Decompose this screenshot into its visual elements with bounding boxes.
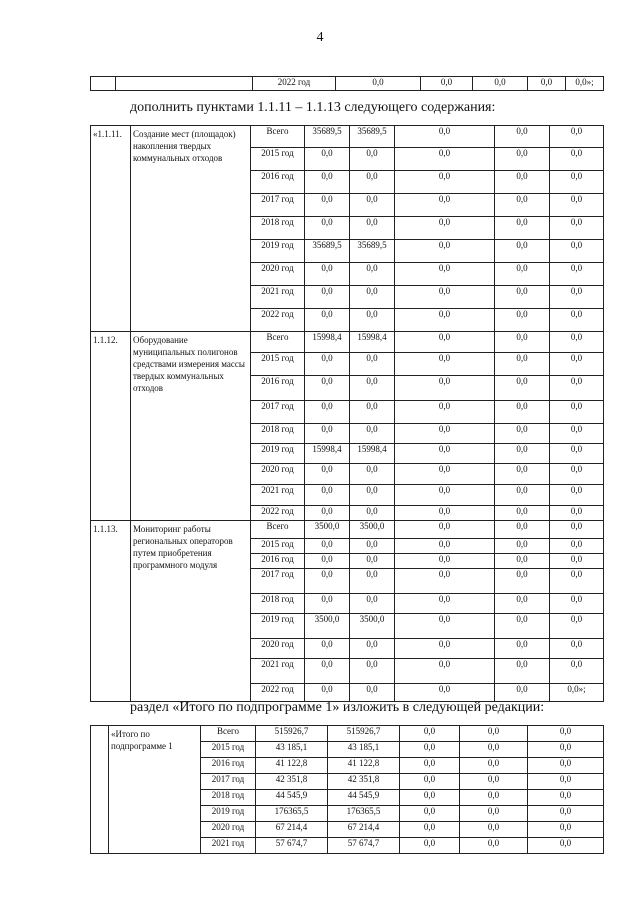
row-value: 0,0 [400, 822, 460, 838]
row-value: 0,0 [395, 485, 495, 506]
row-value: 176365,5 [328, 806, 400, 822]
row-value: 0,0 [495, 659, 550, 684]
row-value: 0,0 [305, 464, 350, 485]
item-code: «1.1.11. [91, 126, 131, 332]
row-value: 0,0 [528, 742, 604, 758]
row-value: 0,0 [350, 286, 395, 309]
row-value: 0,0 [395, 309, 495, 332]
row-value: 0,0 [528, 726, 604, 742]
row-value: 0,0 [495, 614, 550, 639]
row-value: 0,0 [400, 758, 460, 774]
row-value: 0,0 [495, 217, 550, 240]
row-value: 0,0 [550, 171, 604, 194]
row-value: 515926,7 [256, 726, 328, 742]
row-value: 41 122,8 [328, 758, 400, 774]
row-value: 0,0 [305, 424, 350, 444]
row-year: Всего [251, 521, 305, 539]
row-value: 0,0 [495, 148, 550, 171]
row-year: 2019 год [251, 444, 305, 464]
row-value: 0,0 [350, 485, 395, 506]
row-value: 0,0 [305, 353, 350, 376]
row-value: 0,0 [460, 822, 528, 838]
row-value: 0,0 [550, 424, 604, 444]
row-value: 0,0 [350, 353, 395, 376]
row-value: 35689,5 [305, 240, 350, 263]
row-value: 0,0 [395, 376, 495, 401]
row-value: 0,0 [495, 286, 550, 309]
row-value: 0,0»; [550, 684, 604, 702]
row-year: 2021 год [251, 659, 305, 684]
row-value: 3500,0 [305, 521, 350, 539]
row-value: 0,0 [550, 263, 604, 286]
row-value: 0,0 [395, 171, 495, 194]
row-value: 0,0 [495, 506, 550, 521]
row-value: 0,0 [460, 838, 528, 854]
row-year: 2021 год [251, 286, 305, 309]
row-year: 2019 год [251, 614, 305, 639]
row-year: 2016 год [251, 376, 305, 401]
table-row [91, 726, 604, 742]
row-value: 0,0 [305, 376, 350, 401]
row-year: 2020 год [251, 263, 305, 286]
row-year: 2017 год [201, 774, 256, 790]
row-value: 0,0 [305, 659, 350, 684]
row-value: 0,0 [528, 774, 604, 790]
row-value: 0,0 [395, 263, 495, 286]
row-value: 0,0 [550, 506, 604, 521]
row-value: 0,0 [350, 263, 395, 286]
row-value: 0,0 [550, 554, 604, 569]
row-value: 0,0 [395, 240, 495, 263]
top-row-name-cell [116, 77, 253, 91]
row-value: 35689,5 [350, 240, 395, 263]
row-value: 0,0 [460, 726, 528, 742]
row-value: 0,0 [305, 148, 350, 171]
row-year: 2015 год [251, 148, 305, 171]
row-value: 0,0 [550, 569, 604, 594]
row-value: 0,0 [350, 539, 395, 554]
row-value: 42 351,8 [328, 774, 400, 790]
row-value: 0,0 [495, 639, 550, 659]
row-value: 0,0 [495, 126, 550, 148]
item-name: Создание мест (площадок) накопления твердых коммунальных отходов [131, 126, 251, 332]
row-value: 0,0 [495, 376, 550, 401]
top-row-value: 0,0 [473, 77, 528, 91]
row-year: 2018 год [251, 217, 305, 240]
row-value: 0,0 [495, 332, 550, 353]
table-row [91, 521, 604, 539]
row-value: 0,0 [550, 376, 604, 401]
row-value: 0,0 [460, 742, 528, 758]
row-value: 0,0 [495, 539, 550, 554]
row-value: 0,0 [305, 684, 350, 702]
row-value: 0,0 [550, 309, 604, 332]
row-value: 0,0 [350, 639, 395, 659]
row-value: 67 214,4 [256, 822, 328, 838]
row-year: 2016 год [201, 758, 256, 774]
row-value: 0,0 [350, 217, 395, 240]
row-year: 2020 год [201, 822, 256, 838]
row-value: 57 674,7 [328, 838, 400, 854]
item-name: Мониторинг работы региональных операторов путем приобретения программного модуля [131, 521, 251, 702]
top-continuation-table [90, 76, 604, 91]
row-value: 0,0 [400, 774, 460, 790]
row-value: 35689,5 [305, 126, 350, 148]
top-row-code-cell [91, 77, 116, 91]
row-value: 0,0 [550, 659, 604, 684]
row-value: 0,0 [395, 506, 495, 521]
row-year: 2015 год [201, 742, 256, 758]
row-value: 0,0 [395, 594, 495, 614]
row-value: 0,0 [528, 838, 604, 854]
top-row-value: 0,0 [336, 77, 421, 91]
row-year: 2022 год [251, 506, 305, 521]
top-row-value: 0,0 [528, 77, 566, 91]
row-value: 0,0 [395, 464, 495, 485]
row-value: 15998,4 [305, 444, 350, 464]
row-value: 0,0 [495, 309, 550, 332]
row-value: 0,0 [395, 554, 495, 569]
row-value: 0,0 [305, 539, 350, 554]
row-value: 0,0 [495, 554, 550, 569]
row-value: 0,0 [495, 521, 550, 539]
row-year: 2016 год [251, 171, 305, 194]
total-table [90, 725, 604, 854]
row-value: 0,0 [550, 614, 604, 639]
row-year: Всего [201, 726, 256, 742]
row-year: 2021 год [251, 485, 305, 506]
row-value: 0,0 [350, 194, 395, 217]
row-value: 41 122,8 [256, 758, 328, 774]
row-year: Всего [251, 126, 305, 148]
row-value: 0,0 [395, 217, 495, 240]
row-value: 0,0 [550, 539, 604, 554]
row-value: 3500,0 [350, 521, 395, 539]
row-year: 2015 год [251, 353, 305, 376]
top-row-year: 2022 год [253, 77, 336, 91]
row-value: 67 214,4 [328, 822, 400, 838]
row-value: 0,0 [350, 569, 395, 594]
row-year: 2019 год [251, 240, 305, 263]
row-year: Всего [251, 332, 305, 353]
row-year: 2016 год [251, 554, 305, 569]
row-year: 2017 год [251, 569, 305, 594]
row-value: 0,0 [395, 659, 495, 684]
row-year: 2021 год [201, 838, 256, 854]
total-empty-cell [91, 726, 109, 854]
items-table [90, 125, 604, 702]
item-code: 1.1.12. [91, 332, 131, 521]
row-value: 0,0 [495, 464, 550, 485]
table-row [91, 126, 604, 148]
row-value: 0,0 [350, 171, 395, 194]
row-value: 0,0 [350, 376, 395, 401]
row-value: 0,0 [305, 263, 350, 286]
row-value: 0,0 [495, 594, 550, 614]
row-value: 0,0 [350, 554, 395, 569]
row-value: 0,0 [305, 594, 350, 614]
intro-text: дополнить пунктами 1.1.11 – 1.1.13 следующего содержания: [130, 100, 496, 115]
row-value: 0,0 [350, 401, 395, 424]
row-value: 43 185,1 [328, 742, 400, 758]
row-value: 3500,0 [350, 614, 395, 639]
row-value: 0,0 [550, 464, 604, 485]
row-value: 0,0 [395, 684, 495, 702]
row-value: 0,0 [495, 240, 550, 263]
row-year: 2017 год [251, 194, 305, 217]
top-row-value: 0,0 [421, 77, 473, 91]
row-year: 2018 год [201, 790, 256, 806]
row-value: 15998,4 [350, 332, 395, 353]
row-value: 0,0 [550, 332, 604, 353]
row-value: 0,0 [305, 485, 350, 506]
row-value: 0,0 [395, 353, 495, 376]
row-value: 0,0 [305, 554, 350, 569]
row-value: 0,0 [350, 659, 395, 684]
row-value: 15998,4 [305, 332, 350, 353]
row-value: 44 545,9 [256, 790, 328, 806]
row-value: 0,0 [395, 539, 495, 554]
row-value: 0,0 [305, 286, 350, 309]
row-value: 0,0 [495, 171, 550, 194]
row-value: 0,0 [550, 240, 604, 263]
row-year: 2015 год [251, 539, 305, 554]
row-value: 0,0 [350, 148, 395, 171]
row-value: 0,0 [550, 217, 604, 240]
row-value: 0,0 [395, 444, 495, 464]
row-value: 0,0 [350, 594, 395, 614]
row-value: 0,0 [495, 424, 550, 444]
row-value: 0,0 [528, 790, 604, 806]
row-value: 0,0 [495, 194, 550, 217]
top-row-value: 0,0»; [566, 77, 604, 91]
row-value: 0,0 [550, 286, 604, 309]
row-value: 0,0 [528, 822, 604, 838]
row-value: 0,0 [550, 353, 604, 376]
row-value: 0,0 [395, 569, 495, 594]
row-value: 0,0 [305, 171, 350, 194]
row-value: 0,0 [395, 639, 495, 659]
row-value: 0,0 [350, 464, 395, 485]
row-value: 15998,4 [350, 444, 395, 464]
row-value: 0,0 [495, 444, 550, 464]
row-value: 0,0 [350, 424, 395, 444]
row-value: 0,0 [395, 286, 495, 309]
row-value: 0,0 [305, 217, 350, 240]
row-value: 0,0 [395, 194, 495, 217]
row-value: 44 545,9 [328, 790, 400, 806]
row-year: 2022 год [251, 309, 305, 332]
row-value: 35689,5 [350, 126, 395, 148]
page-number: 4 [316, 30, 324, 45]
row-year: 2018 год [251, 424, 305, 444]
row-value: 0,0 [460, 790, 528, 806]
row-value: 0,0 [495, 401, 550, 424]
row-value: 0,0 [400, 790, 460, 806]
row-value: 0,0 [395, 126, 495, 148]
row-value: 0,0 [305, 569, 350, 594]
row-value: 0,0 [305, 309, 350, 332]
row-value: 0,0 [550, 485, 604, 506]
row-value: 42 351,8 [256, 774, 328, 790]
row-year: 2019 год [201, 806, 256, 822]
row-value: 0,0 [495, 263, 550, 286]
row-value: 0,0 [528, 758, 604, 774]
row-value: 0,0 [395, 401, 495, 424]
row-value: 0,0 [550, 401, 604, 424]
table-row [91, 332, 604, 353]
row-value: 0,0 [395, 614, 495, 639]
row-value: 0,0 [495, 569, 550, 594]
row-value: 3500,0 [305, 614, 350, 639]
row-value: 0,0 [395, 424, 495, 444]
row-value: 0,0 [305, 401, 350, 424]
row-value: 0,0 [400, 742, 460, 758]
row-value: 0,0 [550, 126, 604, 148]
row-value: 0,0 [550, 594, 604, 614]
row-value: 0,0 [460, 774, 528, 790]
row-value: 0,0 [460, 806, 528, 822]
row-value: 0,0 [400, 726, 460, 742]
row-value: 0,0 [550, 521, 604, 539]
row-value: 0,0 [550, 444, 604, 464]
row-value: 0,0 [400, 838, 460, 854]
row-value: 0,0 [528, 806, 604, 822]
item-code: 1.1.13. [91, 521, 131, 702]
row-value: 0,0 [550, 148, 604, 171]
row-value: 43 185,1 [256, 742, 328, 758]
row-value: 0,0 [395, 332, 495, 353]
section-text: раздел «Итого по подпрограмме 1» изложить в следующей редакции: [130, 700, 545, 715]
row-value: 0,0 [395, 521, 495, 539]
row-value: 0,0 [305, 194, 350, 217]
row-value: 0,0 [460, 758, 528, 774]
row-value: 515926,7 [328, 726, 400, 742]
row-value: 0,0 [350, 684, 395, 702]
row-value: 0,0 [400, 806, 460, 822]
row-year: 2022 год [251, 684, 305, 702]
row-value: 57 674,7 [256, 838, 328, 854]
row-value: 0,0 [495, 485, 550, 506]
row-value: 0,0 [395, 148, 495, 171]
row-year: 2020 год [251, 464, 305, 485]
row-value: 0,0 [495, 684, 550, 702]
row-year: 2018 год [251, 594, 305, 614]
total-name: «Итого по подпрограмме 1 [109, 726, 201, 854]
row-year: 2017 год [251, 401, 305, 424]
row-value: 0,0 [350, 309, 395, 332]
item-name: Оборудование муниципальных полигонов средствами измерения массы твердых коммунальных отходов [131, 332, 251, 521]
row-value: 0,0 [305, 639, 350, 659]
row-value: 0,0 [495, 353, 550, 376]
row-value: 0,0 [550, 639, 604, 659]
row-value: 0,0 [550, 194, 604, 217]
row-value: 176365,5 [256, 806, 328, 822]
row-year: 2020 год [251, 639, 305, 659]
row-value: 0,0 [350, 506, 395, 521]
row-value: 0,0 [305, 506, 350, 521]
